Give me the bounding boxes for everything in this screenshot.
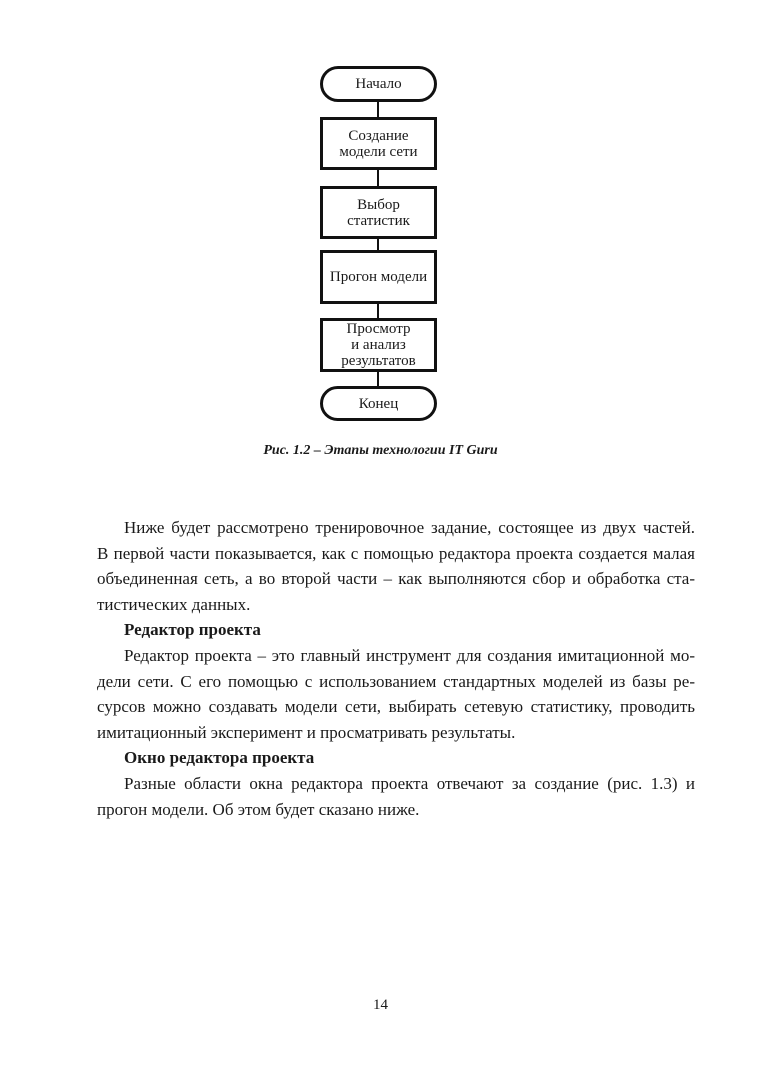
paragraph-line: В первой части показывается, как с помощью редактора проекта создается малая — [97, 543, 695, 563]
page-number: 14 — [373, 997, 388, 1013]
step-line: модели сети — [339, 143, 418, 160]
step-line: Создание — [348, 127, 409, 144]
figure-caption: Рис. 1.2 – Этапы технологии IT Guru — [263, 443, 498, 458]
section-heading: Редактор проекта — [124, 620, 261, 640]
step-line: Выбор — [357, 196, 400, 213]
paragraph-line: Ниже будет рассмотрено тренировочное задание, состоящее из двух частей. — [124, 518, 695, 537]
flowchart-start: Начало — [320, 66, 437, 102]
flowchart-step-view-results — [320, 318, 437, 372]
step-line: Просмотр — [346, 321, 411, 337]
paragraph-line: дели сети. С его помощью с использованием стандартных моделей из базы ре- — [97, 671, 695, 691]
step-line: статистик — [347, 212, 410, 229]
connector — [377, 372, 379, 386]
paragraph-line: Разные области окна редактора проекта отвечают за создание (рис. 1.3) и — [124, 773, 695, 793]
paragraph-line: сурсов можно создавать модели сети, выбирать сетевую статистику, проводить — [97, 697, 695, 717]
connector — [377, 102, 379, 117]
flowchart-end: Конец — [320, 386, 437, 421]
step-line: Прогон модели — [329, 269, 428, 285]
paragraph-line: Редактор проекта – это главный инструмент для создания имитационной мо- — [124, 645, 695, 665]
connector — [377, 304, 379, 318]
step-line: результатов — [341, 353, 416, 369]
flowchart-step-run-model — [320, 250, 437, 304]
paragraph-line: объединенная сеть, а во второй части – как выполняются сбор и обработка ста- — [97, 569, 695, 589]
flowchart-step-select-stats — [320, 186, 437, 239]
connector — [377, 170, 379, 186]
body-text — [97, 515, 695, 822]
section-heading: Окно редактора проекта — [124, 748, 315, 768]
connector — [377, 239, 379, 250]
paragraph-line: имитационный эксперимент и просматривать результаты. — [97, 722, 516, 742]
flowchart-step-create-model — [320, 117, 437, 170]
paragraph-line: тистических данных. — [97, 594, 251, 614]
step-line: и анализ — [351, 337, 406, 353]
paragraph-line: прогон модели. Об этом будет сказано ниже. — [97, 799, 420, 819]
